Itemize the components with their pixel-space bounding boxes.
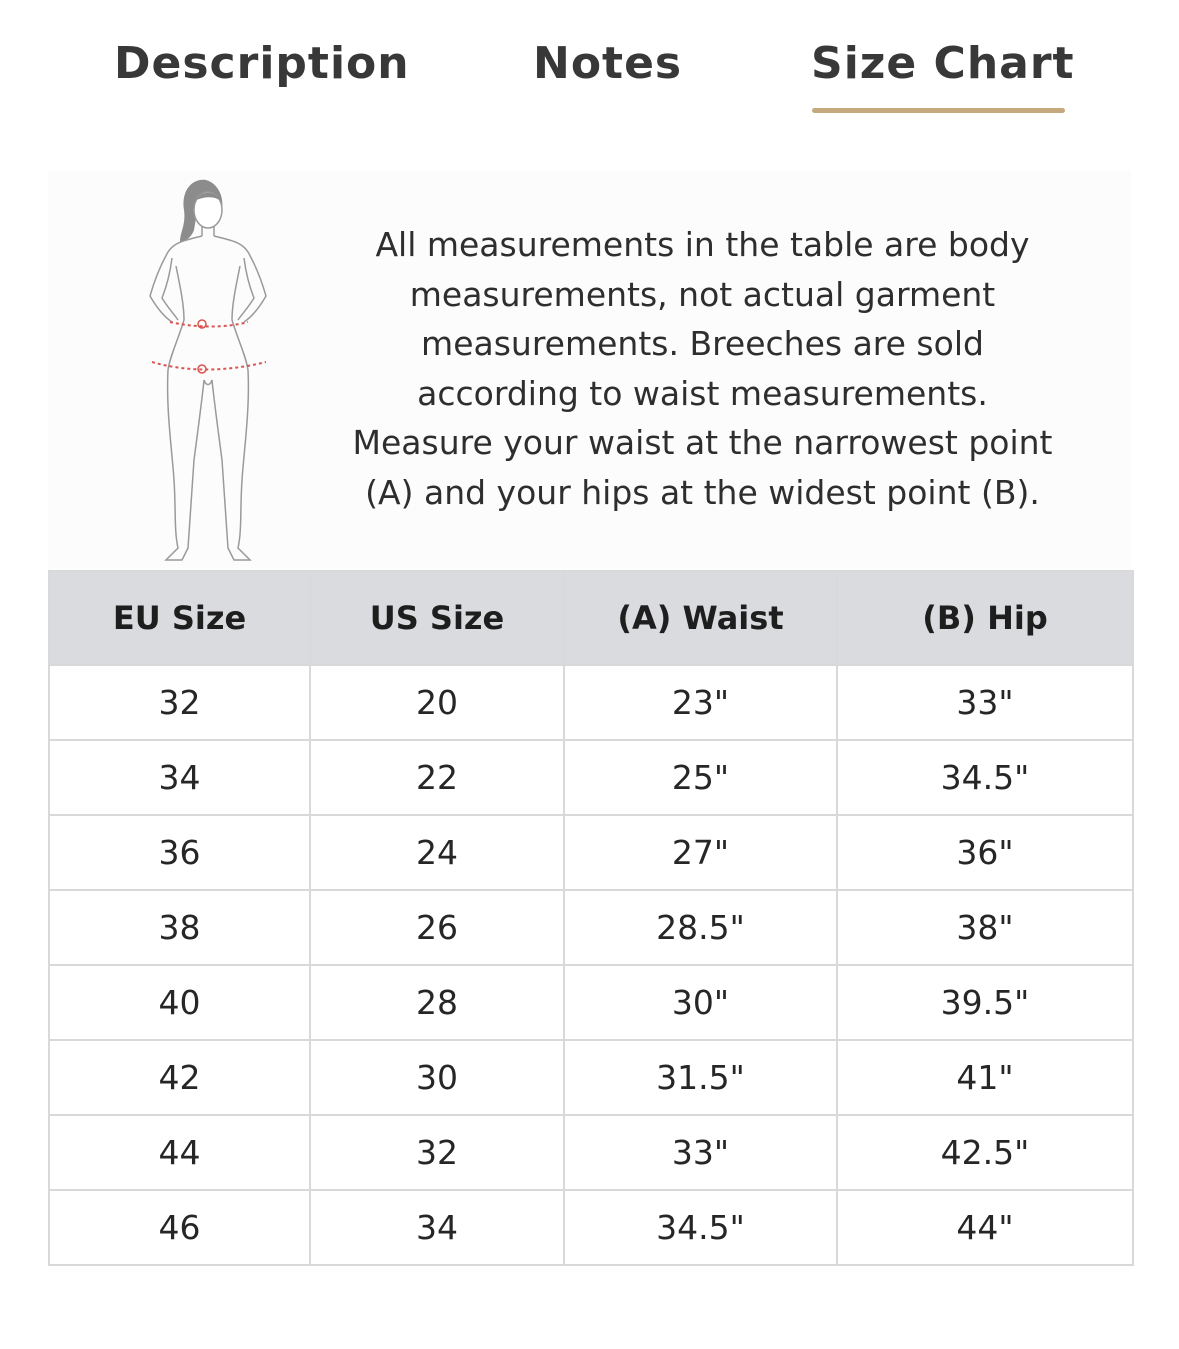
waist-cell: 25" — [564, 740, 837, 815]
us-size-cell: 24 — [310, 815, 564, 890]
tab-size-chart[interactable]: Size Chart — [811, 38, 1075, 89]
eu-size-cell: 38 — [49, 890, 310, 965]
us-size-cell: 34 — [310, 1190, 564, 1265]
waist-cell: 31.5" — [564, 1040, 837, 1115]
column-header-eu-size: EU Size — [49, 571, 310, 665]
table-row — [49, 665, 1133, 740]
tab-description[interactable]: Description — [114, 38, 410, 89]
woman-measurement-figure-icon — [136, 170, 286, 570]
tab-notes[interactable]: Notes — [533, 38, 683, 89]
table-row — [49, 965, 1133, 1040]
instruction-line: measurements, not actual garment — [409, 274, 996, 314]
hip-cell: 34.5" — [837, 740, 1133, 815]
instruction-line: measurements. Breeches are sold — [421, 324, 984, 363]
eu-size-cell: 34 — [49, 740, 310, 815]
waist-cell: 30" — [564, 965, 837, 1040]
waist-cell: 34.5" — [564, 1190, 837, 1265]
us-size-cell: 32 — [310, 1115, 564, 1190]
column-header-us-size: US Size — [310, 571, 564, 665]
eu-size-cell: 46 — [49, 1190, 310, 1265]
us-size-cell: 22 — [310, 740, 564, 815]
hip-cell: 39.5" — [837, 965, 1133, 1040]
table-row — [49, 1115, 1133, 1190]
hip-cell: 38" — [837, 890, 1133, 965]
column-header-hip: (B) Hip — [837, 571, 1133, 665]
hip-cell: 41" — [837, 1040, 1133, 1115]
table-row — [49, 1040, 1133, 1115]
waist-cell: 28.5" — [564, 890, 837, 965]
eu-size-cell: 44 — [49, 1115, 310, 1190]
waist-cell: 33" — [564, 1115, 837, 1190]
eu-size-cell: 40 — [49, 965, 310, 1040]
table-row — [49, 740, 1133, 815]
instruction-line: Measure your waist at the narrowest point — [352, 423, 1053, 462]
hip-cell: 33" — [837, 665, 1133, 740]
tab-bar — [0, 0, 1179, 130]
eu-size-cell: 32 — [49, 665, 310, 740]
hip-cell: 42.5" — [837, 1115, 1133, 1190]
us-size-cell: 26 — [310, 890, 564, 965]
waist-cell: 23" — [564, 665, 837, 740]
us-size-cell: 30 — [310, 1040, 564, 1115]
us-size-cell: 28 — [310, 965, 564, 1040]
waist-cell: 27" — [564, 815, 837, 890]
table-row — [49, 815, 1133, 890]
measurement-info-panel — [48, 170, 1131, 570]
instruction-line: according to waist measurements. — [417, 373, 988, 413]
measurement-instructions — [310, 220, 1095, 517]
eu-size-cell: 42 — [49, 1040, 310, 1115]
hip-cell: 36" — [837, 815, 1133, 890]
table-row — [49, 890, 1133, 965]
table-header-row — [49, 571, 1133, 665]
us-size-cell: 20 — [310, 665, 564, 740]
instruction-line: (A) and your hips at the widest point (B). — [365, 472, 1040, 512]
size-chart-table — [48, 570, 1134, 1266]
eu-size-cell: 36 — [49, 815, 310, 890]
table-row — [49, 1190, 1133, 1265]
hip-cell: 44" — [837, 1190, 1133, 1265]
instruction-line: All measurements in the table are body — [375, 225, 1030, 264]
column-header-waist: (A) Waist — [564, 571, 837, 665]
active-tab-indicator — [812, 108, 1065, 113]
